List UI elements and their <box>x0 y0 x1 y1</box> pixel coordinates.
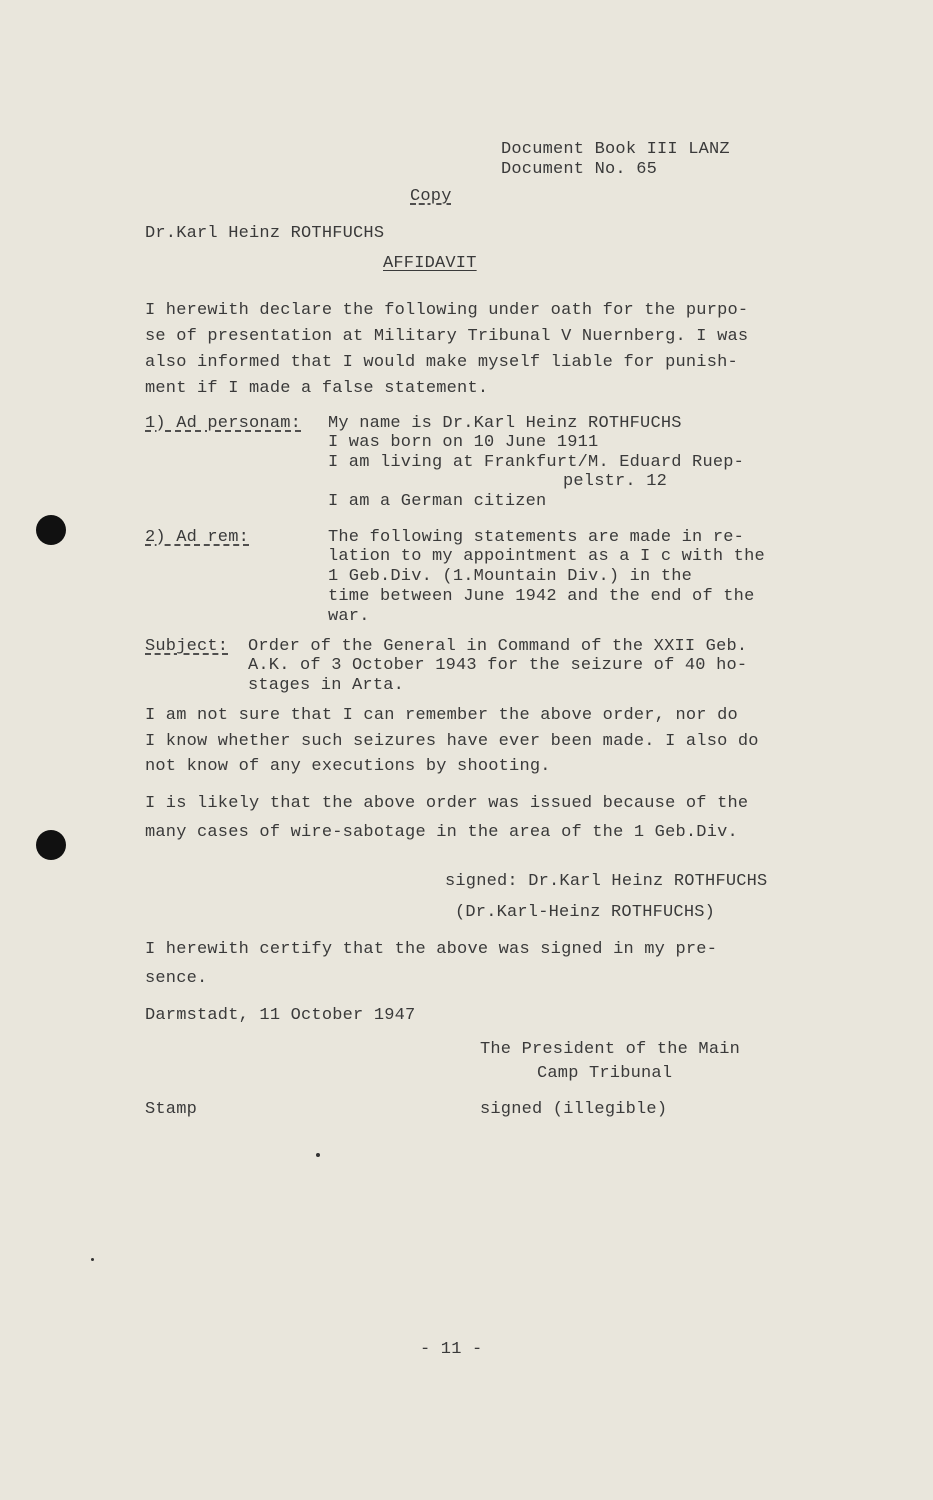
intro-line: ment if I made a false statement. <box>145 379 489 398</box>
place-date: Darmstadt, 11 October 1947 <box>145 1006 416 1025</box>
certify-line: I herewith certify that the above was signed in my pre- <box>145 940 718 959</box>
para1-line: I am not sure that I can remember the above order, nor do <box>145 706 738 725</box>
ad-rem-line: lation to my appointment as a I c with the <box>328 547 765 566</box>
intro-line: I herewith declare the following under oath for the purpo- <box>145 301 749 320</box>
ad-rem-line: The following statements are made in re- <box>328 528 745 547</box>
ad-personam-label: 1) Ad personam: <box>145 414 302 433</box>
ad-rem-line: time between June 1942 and the end of the <box>328 587 755 606</box>
stray-mark <box>316 1153 320 1157</box>
page-number: - 11 - <box>420 1340 483 1359</box>
doc-book-ref: Document Book III LANZ <box>501 140 730 159</box>
stamp-label: Stamp <box>145 1100 198 1119</box>
punch-hole-bottom <box>36 830 66 860</box>
ad-rem-line: war. <box>328 607 370 626</box>
stray-mark <box>91 1258 94 1261</box>
ad-personam-line: I was born on 10 June 1911 <box>328 433 599 452</box>
copy-label: Copy <box>410 187 452 206</box>
signature-name: (Dr.Karl-Heinz ROTHFUCHS) <box>455 903 716 922</box>
ad-personam-line: My name is Dr.Karl Heinz ROTHFUCHS <box>328 414 682 433</box>
ad-personam-line: pelstr. 12 <box>563 472 668 491</box>
ad-personam-line: I am living at Frankfurt/M. Eduard Ruep- <box>328 453 745 472</box>
ad-rem-label: 2) Ad rem: <box>145 528 250 547</box>
signed-illegible: signed (illegible) <box>480 1100 668 1119</box>
para2-line: many cases of wire-sabotage in the area of the 1 Geb.Div. <box>145 823 738 842</box>
para2-line: I is likely that the above order was issued because of the <box>145 794 749 813</box>
intro-line: also informed that I would make myself liable for punish- <box>145 353 738 372</box>
affidavit-title: AFFIDAVIT <box>383 254 477 273</box>
subject-line: A.K. of 3 October 1943 for the seizure of 40 ho- <box>248 656 748 675</box>
doc-number-ref: Document No. 65 <box>501 160 658 179</box>
president-title: Camp Tribunal <box>537 1064 673 1083</box>
ad-rem-line: 1 Geb.Div. (1.Mountain Div.) in the <box>328 567 693 586</box>
signature-line: signed: Dr.Karl Heinz ROTHFUCHS <box>445 872 768 891</box>
punch-hole-top <box>36 515 66 545</box>
intro-line: se of presentation at Military Tribunal V Nuernberg. I was <box>145 327 749 346</box>
president-title: The President of the Main <box>480 1040 741 1059</box>
subject-line: stages in Arta. <box>248 676 405 695</box>
subject-line: Order of the General in Command of the XXII Geb. <box>248 637 748 656</box>
subject-label: Subject: <box>145 637 229 656</box>
para1-line: I know whether such seizures have ever been made. I also do <box>145 732 759 751</box>
certify-line: sence. <box>145 969 208 988</box>
para1-line: not know of any executions by shooting. <box>145 757 551 776</box>
author-name: Dr.Karl Heinz ROTHFUCHS <box>145 224 385 243</box>
ad-personam-line: I am a German citizen <box>328 492 547 511</box>
